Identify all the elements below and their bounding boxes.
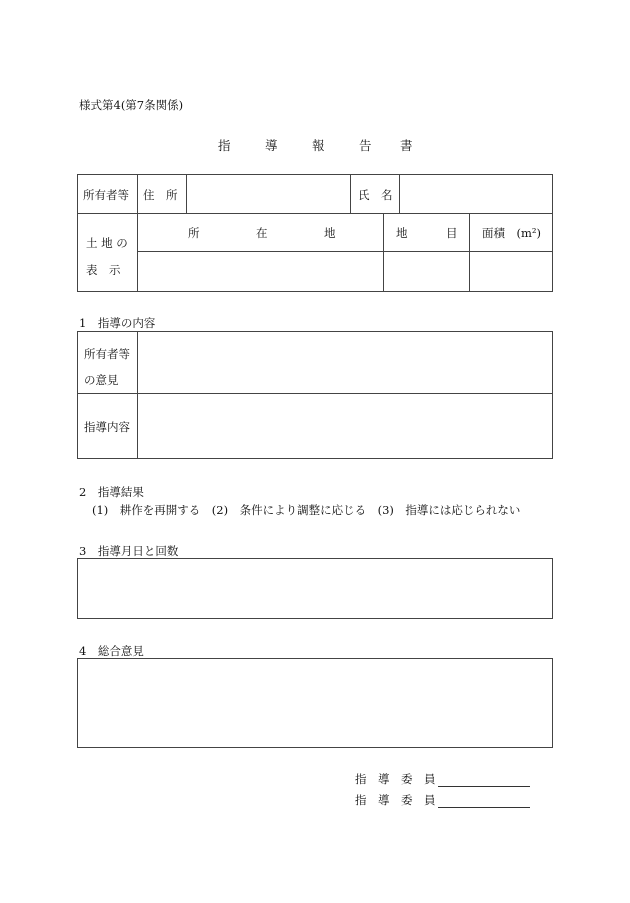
name-label: 氏 名 — [358, 188, 393, 202]
owner-opinion-line1: 所有者等 — [84, 347, 130, 361]
chimoku-header — [384, 214, 470, 252]
document-title — [218, 136, 414, 152]
section3-heading: 3 指導月日と回数 — [79, 544, 179, 558]
signature-label: 指 導 委 員 — [355, 772, 436, 786]
chimoku-char: 地 — [396, 226, 408, 240]
area-label: 面積 (m²) — [482, 226, 541, 240]
signature-row — [355, 792, 530, 808]
land-label-line2: 表 示 — [86, 263, 121, 277]
title-char: 指 — [218, 138, 231, 153]
land-label-line1: 土 地 の — [86, 236, 128, 250]
land-label-cell — [78, 214, 138, 291]
signature-line[interactable] — [438, 795, 530, 808]
signature-label: 指 導 委 員 — [355, 793, 436, 807]
owner-label: 所有者等 — [83, 188, 129, 202]
owner-opinion-field[interactable] — [138, 332, 552, 394]
guidance-date-count-field[interactable] — [77, 558, 553, 619]
guidance-content-label: 指導内容 — [84, 420, 130, 434]
title-char: 告 — [359, 138, 372, 153]
owner-label-cell — [78, 175, 138, 214]
guidance-content-label-cell — [78, 394, 138, 458]
overall-opinion-field[interactable] — [77, 658, 553, 748]
guidance-content-table — [77, 331, 553, 459]
address-label-cell — [138, 175, 187, 214]
title-char: 書 — [400, 138, 413, 153]
location-field[interactable] — [138, 252, 384, 291]
title-char: 導 — [265, 138, 278, 153]
area-field[interactable] — [470, 252, 552, 291]
title-char: 報 — [312, 138, 325, 153]
name-label-cell — [351, 175, 400, 214]
section4-heading: 4 総合意見 — [79, 644, 144, 658]
signature-row — [355, 771, 530, 787]
name-field[interactable] — [400, 175, 552, 214]
chimoku-field[interactable] — [384, 252, 470, 291]
owner-opinion-label-cell — [78, 332, 138, 394]
area-header — [470, 214, 552, 252]
guidance-content-field[interactable] — [138, 394, 552, 458]
location-char: 在 — [256, 226, 268, 240]
guidance-result-options: (1) 耕作を再開する (2) 条件により調整に応じる (3) 指導には応じられない — [92, 503, 521, 517]
address-label: 住 所 — [143, 188, 178, 202]
address-field[interactable] — [187, 175, 351, 214]
owner-land-table — [77, 174, 553, 292]
owner-opinion-line2: の意見 — [84, 373, 119, 387]
location-char: 地 — [324, 226, 336, 240]
form-number: 様式第4(第7条関係) — [79, 98, 184, 112]
signature-line[interactable] — [438, 774, 530, 787]
location-header — [138, 214, 384, 252]
section1-heading: 1 指導の内容 — [79, 316, 156, 330]
section2-heading: 2 指導結果 — [79, 485, 144, 499]
location-char: 所 — [188, 226, 200, 240]
chimoku-char: 目 — [446, 226, 458, 240]
